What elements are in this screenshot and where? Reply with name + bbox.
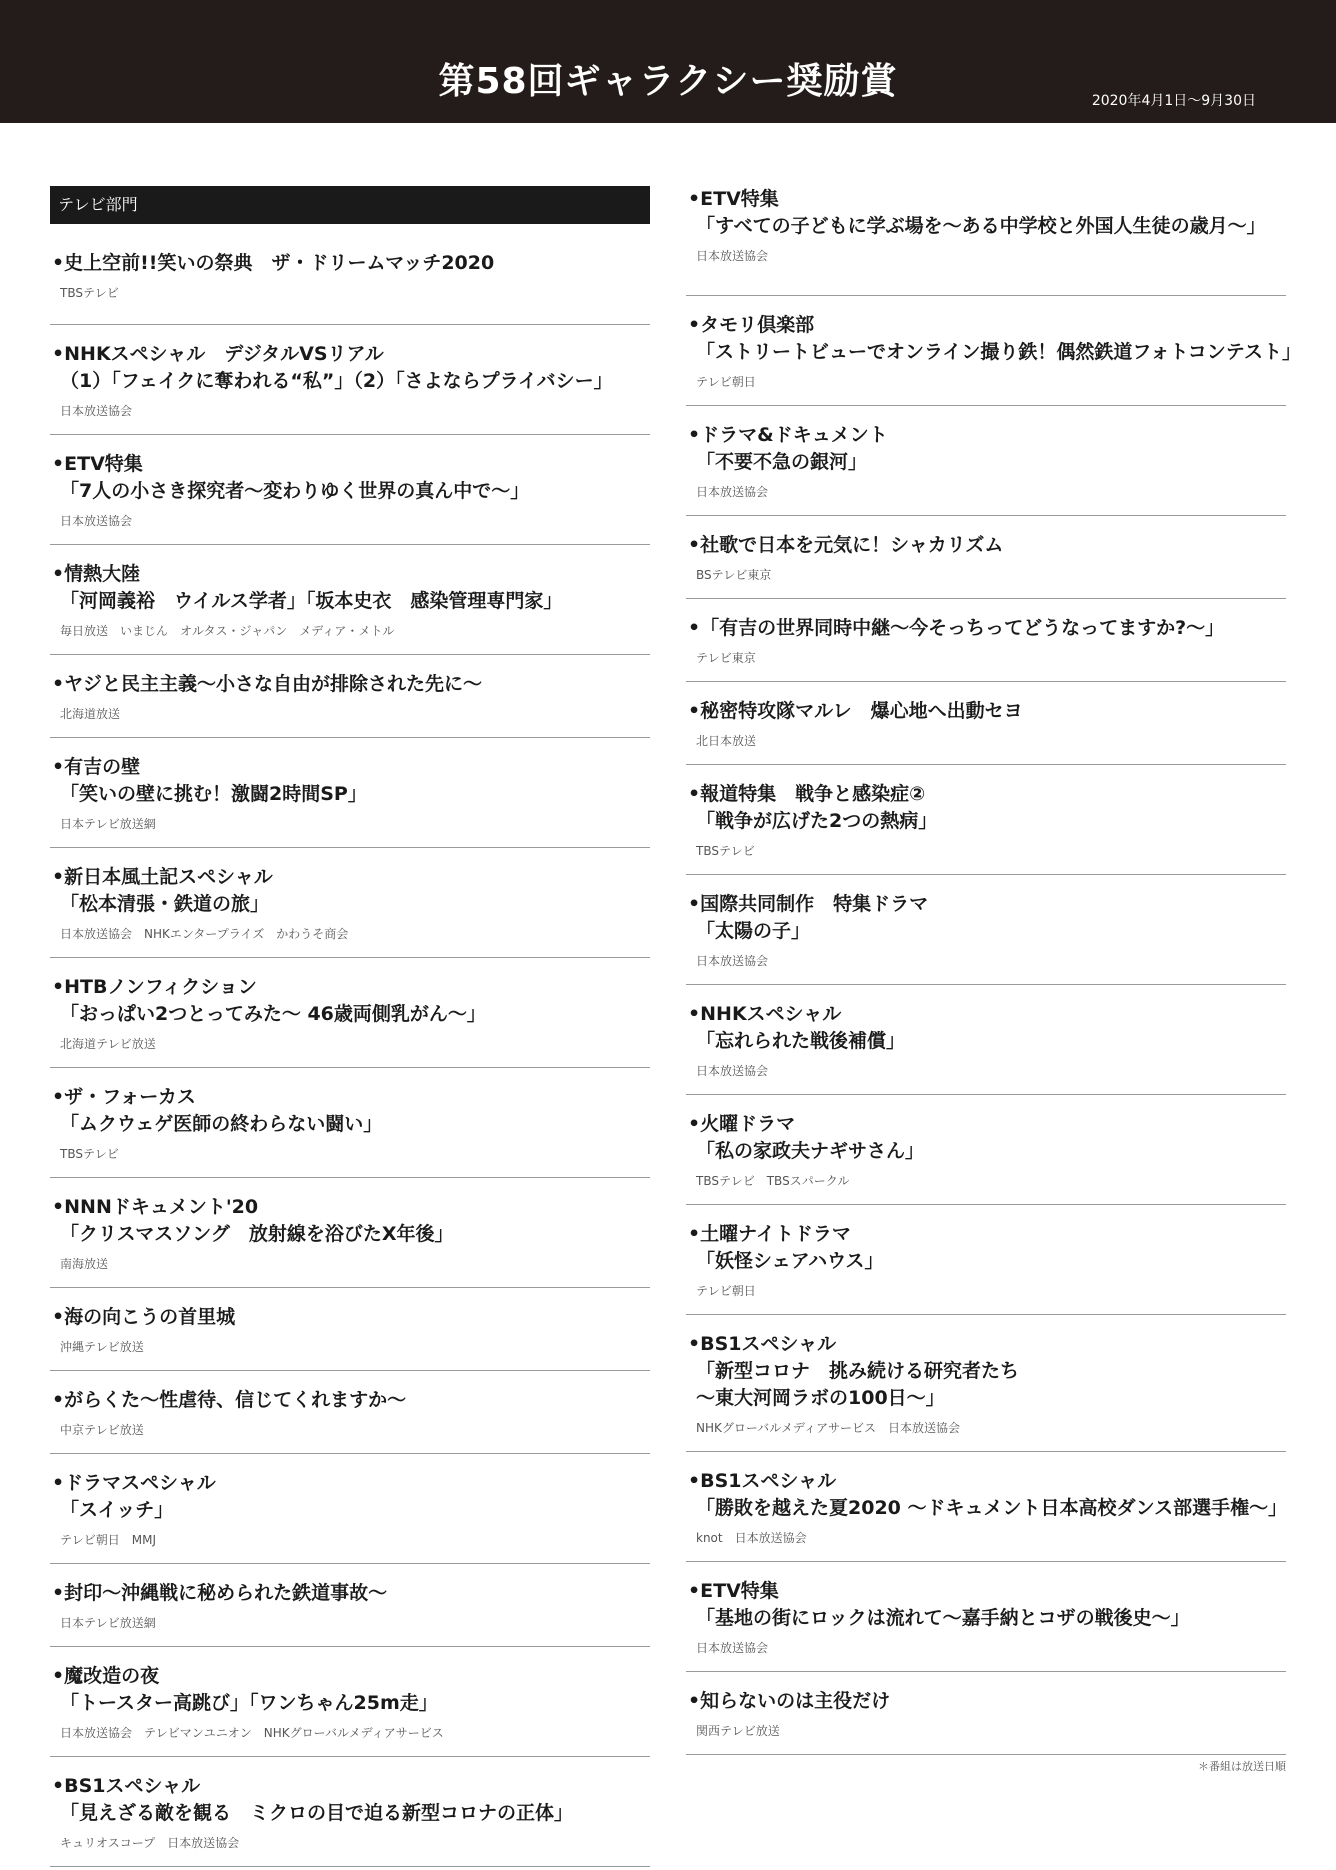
broadcaster: 南海放送	[60, 1257, 109, 1271]
award-entry	[686, 516, 1286, 599]
program-subtitle: 「基地の街にロックは流れて～嘉手納とコザの戦後史～」	[696, 1607, 1190, 1629]
broadcaster: 日本放送協会	[696, 954, 769, 968]
broadcaster: NHKグローバルメディアサービス 日本放送協会	[696, 1421, 960, 1435]
program-subtitle: 「トースター高跳び」「ワンちゃん25m走」	[60, 1692, 438, 1714]
award-entry	[50, 545, 650, 655]
broadcaster: 日本放送協会	[60, 514, 133, 528]
broadcaster: テレビ朝日	[696, 375, 756, 389]
program-title: •タモリ倶楽部	[688, 314, 815, 336]
award-entry	[50, 1564, 650, 1647]
program-subtitle: 「妖怪シェアハウス」	[696, 1250, 884, 1272]
program-title: •封印～沖縄戦に秘められた鉄道事故～	[52, 1582, 388, 1604]
award-entry	[50, 1288, 650, 1371]
award-entry	[686, 765, 1286, 875]
program-title: •ヤジと民主主義～小さな自由が排除された先に～	[52, 673, 482, 695]
program-title: •BS1スペシャル	[52, 1775, 201, 1797]
program-subtitle: 「河岡義裕 ウイルス学者」「坂本史衣 感染管理専門家」	[60, 590, 563, 612]
broadcaster: キュリオスコープ 日本放送協会	[60, 1836, 240, 1850]
award-entry	[50, 848, 650, 958]
broadcaster: テレビ朝日	[696, 1284, 756, 1298]
award-entry	[50, 958, 650, 1068]
broadcaster: 北海道テレビ放送	[60, 1037, 156, 1051]
program-subtitle: 「見えざる敵を観る ミクロの目で迫る新型コロナの正体」	[60, 1802, 574, 1824]
broadcaster: 日本放送協会	[696, 485, 769, 499]
program-title: •がらくた～性虐待、信じてくれますか～	[52, 1389, 407, 1411]
program-title: •情熱大陸	[52, 563, 141, 585]
program-title: •社歌で日本を元気に！シャカリズム	[688, 534, 1004, 556]
page-title: 第58回ギャラクシー奨励賞	[438, 61, 898, 102]
program-subtitle: 「笑いの壁に挑む！激闘2時間SP」	[60, 783, 367, 805]
program-title: •魔改造の夜	[52, 1665, 160, 1687]
broadcaster: テレビ朝日 MMJ	[60, 1533, 157, 1547]
program-title: •NHKスペシャル	[688, 1003, 842, 1025]
broadcaster: 日本テレビ放送網	[60, 1616, 156, 1630]
program-subtitle: 「スイッチ」	[60, 1499, 174, 1521]
award-entry	[50, 242, 650, 325]
program-subtitle: （1）「フェイクに奪われる“私”」（2）「さよならプライバシー」	[60, 370, 613, 392]
broadcaster: TBSテレビ	[60, 1147, 119, 1161]
program-title: •ドラマスペシャル	[52, 1472, 216, 1494]
program-title: •報道特集 戦争と感染症②	[688, 783, 926, 805]
broadcaster: BSテレビ東京	[696, 568, 772, 582]
program-subtitle: 「クリスマスソング 放射線を浴びたX年後」	[60, 1223, 454, 1245]
broadcaster: 関西テレビ放送	[696, 1724, 780, 1738]
broadcaster: 北日本放送	[696, 734, 757, 748]
program-subtitle: 「おっぱい2つとってみた～ 46歳両側乳がん～」	[60, 1003, 486, 1025]
program-title: •海の向こうの首里城	[52, 1306, 236, 1328]
award-entry	[50, 325, 650, 435]
broadcaster: 北海道放送	[60, 707, 121, 721]
program-title: •知らないのは主役だけ	[688, 1690, 891, 1712]
program-subtitle: 「ムクウェゲ医師の終わらない闘い」	[60, 1113, 383, 1135]
award-entry	[50, 1178, 650, 1288]
award-entry	[50, 1757, 650, 1867]
program-title: •「有吉の世界同時中継～今そっちってどうなってますか?～」	[688, 617, 1225, 639]
program-title: •火曜ドラマ	[688, 1113, 796, 1135]
program-title: •有吉の壁	[52, 756, 141, 778]
award-entry	[686, 1562, 1286, 1672]
program-subtitle: 「勝敗を越えた夏2020 ～ドキュメント日本高校ダンス部選手権～」	[696, 1497, 1288, 1519]
award-entry	[686, 682, 1286, 765]
award-entry	[686, 1095, 1286, 1205]
award-entry	[50, 1068, 650, 1178]
program-title: •新日本風土記スペシャル	[52, 866, 273, 888]
program-subtitle: 「新型コロナ 挑み続ける研究者たち	[696, 1360, 1020, 1382]
broadcaster: TBSテレビ TBSスパークル	[696, 1174, 850, 1188]
page-header	[0, 0, 1336, 123]
award-entry	[50, 1371, 650, 1454]
program-title: •秘密特攻隊マルレ 爆心地へ出動セヨ	[688, 700, 1023, 722]
section-label: テレビ部門	[50, 186, 650, 224]
program-title: •HTBノンフィクション	[52, 976, 257, 998]
award-entry	[50, 435, 650, 545]
award-entry	[686, 1315, 1286, 1452]
program-title: •土曜ナイトドラマ	[688, 1223, 851, 1245]
program-title: •ETV特集	[688, 188, 779, 210]
program-title: •ETV特集	[52, 453, 143, 475]
broadcaster: 毎日放送 いまじん オルタス・ジャパン メディア・メトル	[60, 624, 395, 638]
award-entry	[686, 1205, 1286, 1315]
program-subtitle: 「松本清張・鉄道の旅」	[60, 893, 270, 915]
right-column	[686, 186, 1301, 1755]
award-entry	[686, 406, 1286, 516]
award-entry	[50, 1454, 650, 1564]
award-entry	[50, 738, 650, 848]
award-entry	[686, 599, 1286, 682]
program-subtitle: 「太陽の子」	[696, 920, 811, 942]
program-subtitle: 「ストリートビューでオンライン撮り鉄！偶然鉄道フォトコンテスト」	[696, 341, 1301, 363]
award-period: 2020年4月1日～9月30日	[1091, 93, 1256, 109]
award-entry	[686, 1452, 1286, 1562]
program-subtitle: 「7人の小さき探究者～変わりゆく世界の真ん中で～」	[60, 480, 530, 502]
program-title: •ドラマ&ドキュメント	[688, 424, 888, 446]
program-title: •史上空前!!笑いの祭典 ザ・ドリームマッチ2020	[52, 252, 495, 274]
broadcaster: テレビ東京	[696, 651, 756, 665]
award-entry	[686, 186, 1286, 296]
broadcaster: 日本放送協会	[696, 1641, 769, 1655]
award-entry	[686, 985, 1286, 1095]
award-entry	[50, 655, 650, 738]
program-subtitle: 「忘れられた戦後補償」	[696, 1030, 906, 1052]
program-subtitle: 「私の家政夫ナギサさん」	[696, 1140, 925, 1162]
broadcaster: 中京テレビ放送	[60, 1423, 144, 1437]
broadcaster: 沖縄テレビ放送	[60, 1340, 144, 1354]
program-title: •NHKスペシャル デジタルVSリアル	[52, 343, 384, 365]
broadcaster: knot 日本放送協会	[696, 1531, 807, 1545]
program-title: •国際共同制作 特集ドラマ	[688, 893, 929, 915]
award-entry	[686, 1672, 1286, 1755]
program-subtitle: ～東大河岡ラボの100日～」	[696, 1387, 945, 1409]
left-column	[50, 186, 650, 1867]
program-subtitle: 「戦争が広げた2つの熱病」	[696, 810, 938, 832]
program-title: •ETV特集	[688, 1580, 779, 1602]
broadcaster: 日本テレビ放送網	[60, 817, 156, 831]
broadcaster: 日本放送協会	[696, 1064, 769, 1078]
broadcaster: TBSテレビ	[696, 844, 755, 858]
program-title: •NNNドキュメント'20	[52, 1196, 259, 1218]
broadcaster: 日本放送協会 NHKエンタープライズ かわうそ商会	[60, 927, 349, 941]
broadcaster: 日本放送協会 テレビマンユニオン NHKグローバルメディアサービス	[60, 1726, 444, 1740]
program-title: •BS1スペシャル	[688, 1333, 837, 1355]
program-subtitle: 「すべての子どもに学ぶ場を～ある中学校と外国人生徒の歳月～」	[696, 215, 1266, 237]
award-entry	[50, 1647, 650, 1757]
broadcaster: 日本放送協会	[60, 404, 133, 418]
program-title: •ザ・フォーカス	[52, 1086, 196, 1108]
broadcaster: 日本放送協会	[696, 249, 769, 263]
broadcaster: TBSテレビ	[60, 286, 119, 300]
award-entry	[686, 875, 1286, 985]
award-entry	[686, 296, 1301, 406]
program-subtitle: 「不要不急の銀河」	[696, 451, 868, 473]
program-title: •BS1スペシャル	[688, 1470, 837, 1492]
footnote: ＊番組は放送日順	[1198, 1760, 1286, 1773]
